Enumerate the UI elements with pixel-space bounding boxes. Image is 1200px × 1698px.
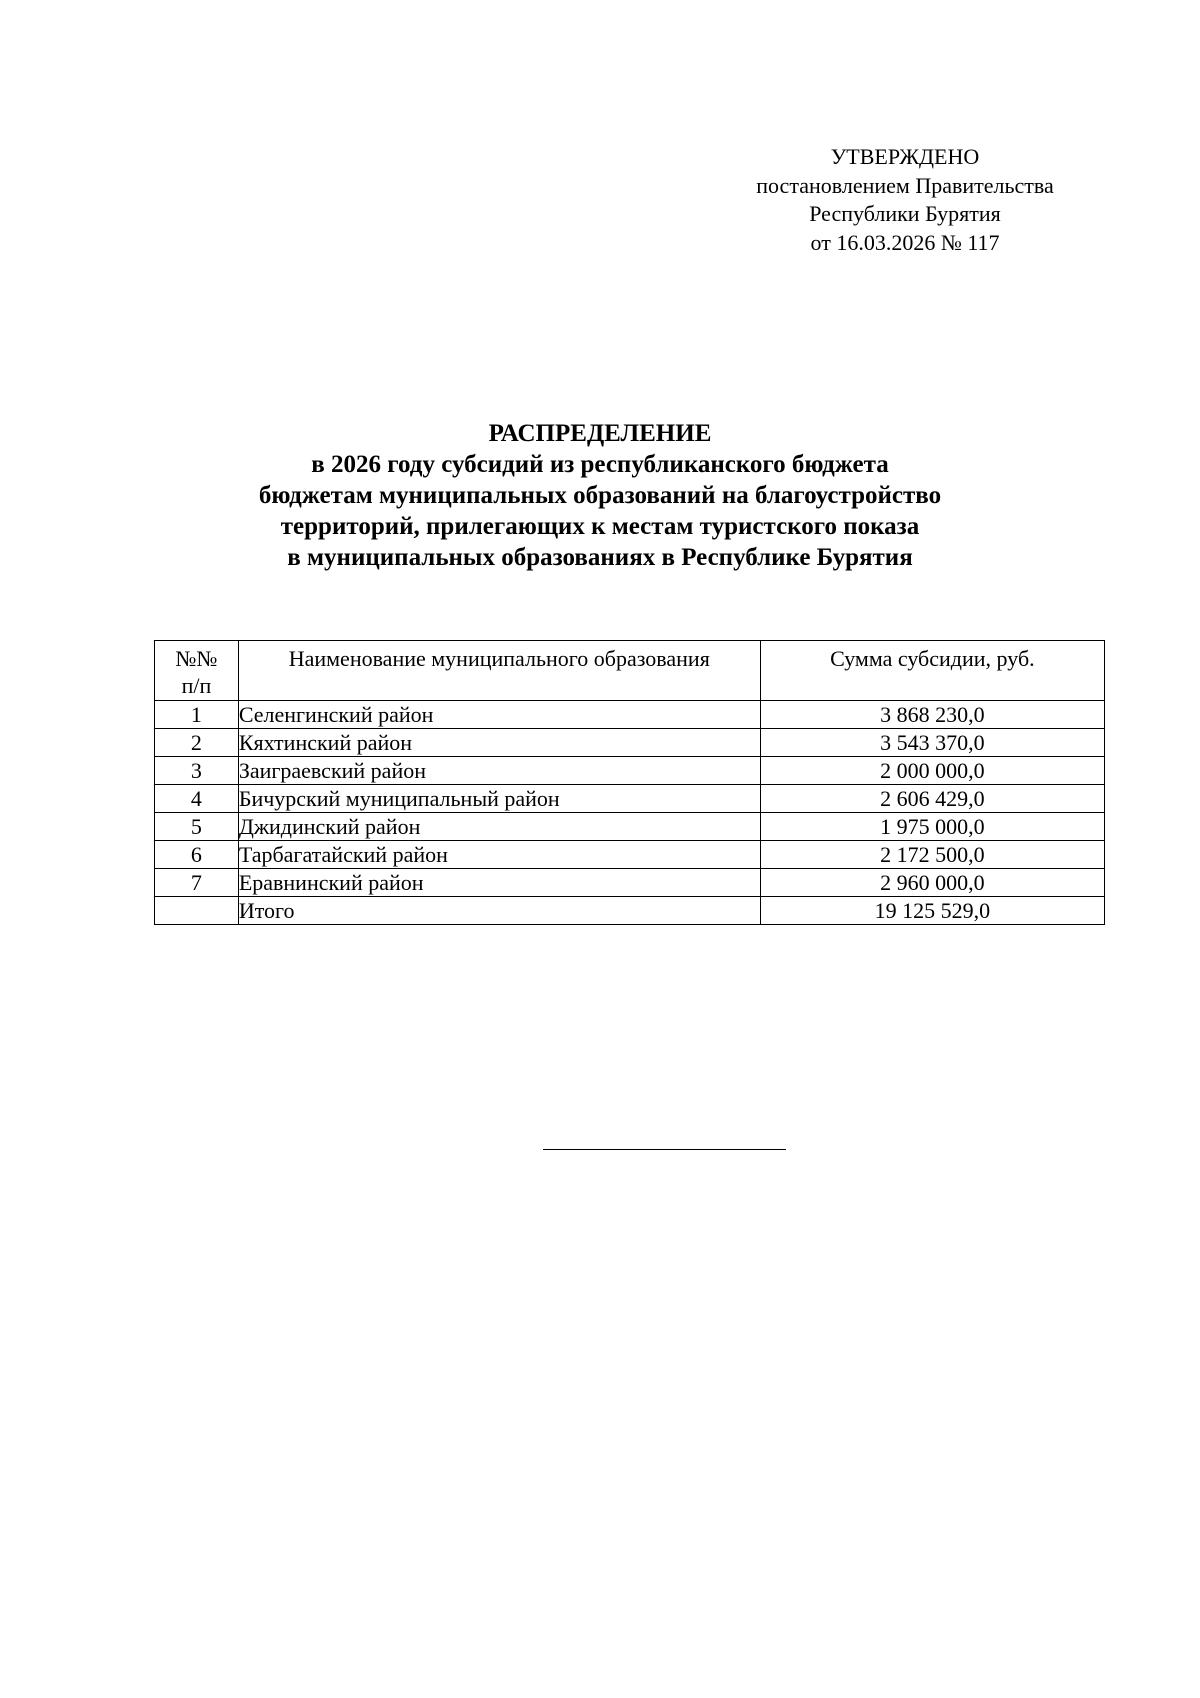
row-municipality: Еравнинский район [238, 869, 760, 897]
approval-line-decree: постановлением Правительства [756, 172, 1054, 198]
total-label: Итого [238, 897, 760, 925]
row-municipality: Селенгинский район [238, 701, 760, 729]
row-municipality: Бичурский муниципальный район [238, 785, 760, 813]
title-line: в 2026 году субсидий из республиканского бюджета [311, 451, 889, 478]
approval-line-republic: Республики Бурятия [809, 201, 1001, 226]
table-row [155, 701, 1105, 729]
table-row [155, 841, 1105, 869]
row-amount: 2 960 000,0 [760, 869, 1104, 897]
row-amount: 2 000 000,0 [760, 757, 1104, 785]
row-number: 7 [155, 869, 239, 897]
header-number [155, 641, 239, 701]
row-number: 6 [155, 841, 239, 869]
table-row [155, 813, 1105, 841]
title-line: в муниципальных образованиях в Республике Бурятия [287, 544, 913, 571]
row-amount: 1 975 000,0 [760, 813, 1104, 841]
distribution-table [154, 640, 1105, 925]
title-line: бюджетам муниципальных образований на благоустройство [258, 482, 942, 509]
table-total-row [155, 897, 1105, 925]
approval-stamp [720, 143, 1090, 257]
table-row [155, 729, 1105, 757]
table-header-row [155, 641, 1105, 701]
row-amount: 3 868 230,0 [760, 701, 1104, 729]
header-subsidy-amount: Сумма субсидии, руб. [760, 641, 1104, 701]
total-amount: 19 125 529,0 [760, 897, 1104, 925]
table-row [155, 757, 1105, 785]
row-amount: 2 172 500,0 [760, 841, 1104, 869]
header-number-line1: №№ [175, 646, 218, 671]
row-number: 4 [155, 785, 239, 813]
header-number-line2: п/п [181, 673, 212, 698]
closing-separator-line [543, 1149, 786, 1150]
title-line: территорий, прилегающих к местам туристского показа [280, 513, 920, 540]
approval-line-date: от 16.03.2026 № 117 [810, 229, 1000, 255]
row-amount: 3 543 370,0 [760, 729, 1104, 757]
title-heading: РАСПРЕДЕЛЕНИЕ [488, 420, 712, 447]
row-number: 2 [155, 729, 239, 757]
row-number: 3 [155, 757, 239, 785]
row-municipality: Заиграевский район [238, 757, 760, 785]
row-municipality: Джидинский район [238, 813, 760, 841]
row-municipality: Кяхтинский район [238, 729, 760, 757]
row-number: 1 [155, 701, 239, 729]
header-municipality: Наименование муниципального образования [238, 641, 760, 701]
approval-heading: УТВЕРЖДЕНО [830, 144, 980, 169]
document-title [120, 418, 1080, 573]
row-amount: 2 606 429,0 [760, 785, 1104, 813]
total-number [155, 897, 239, 925]
table-row [155, 785, 1105, 813]
table-row [155, 869, 1105, 897]
row-municipality: Тарбагатайский район [238, 841, 760, 869]
row-number: 5 [155, 813, 239, 841]
